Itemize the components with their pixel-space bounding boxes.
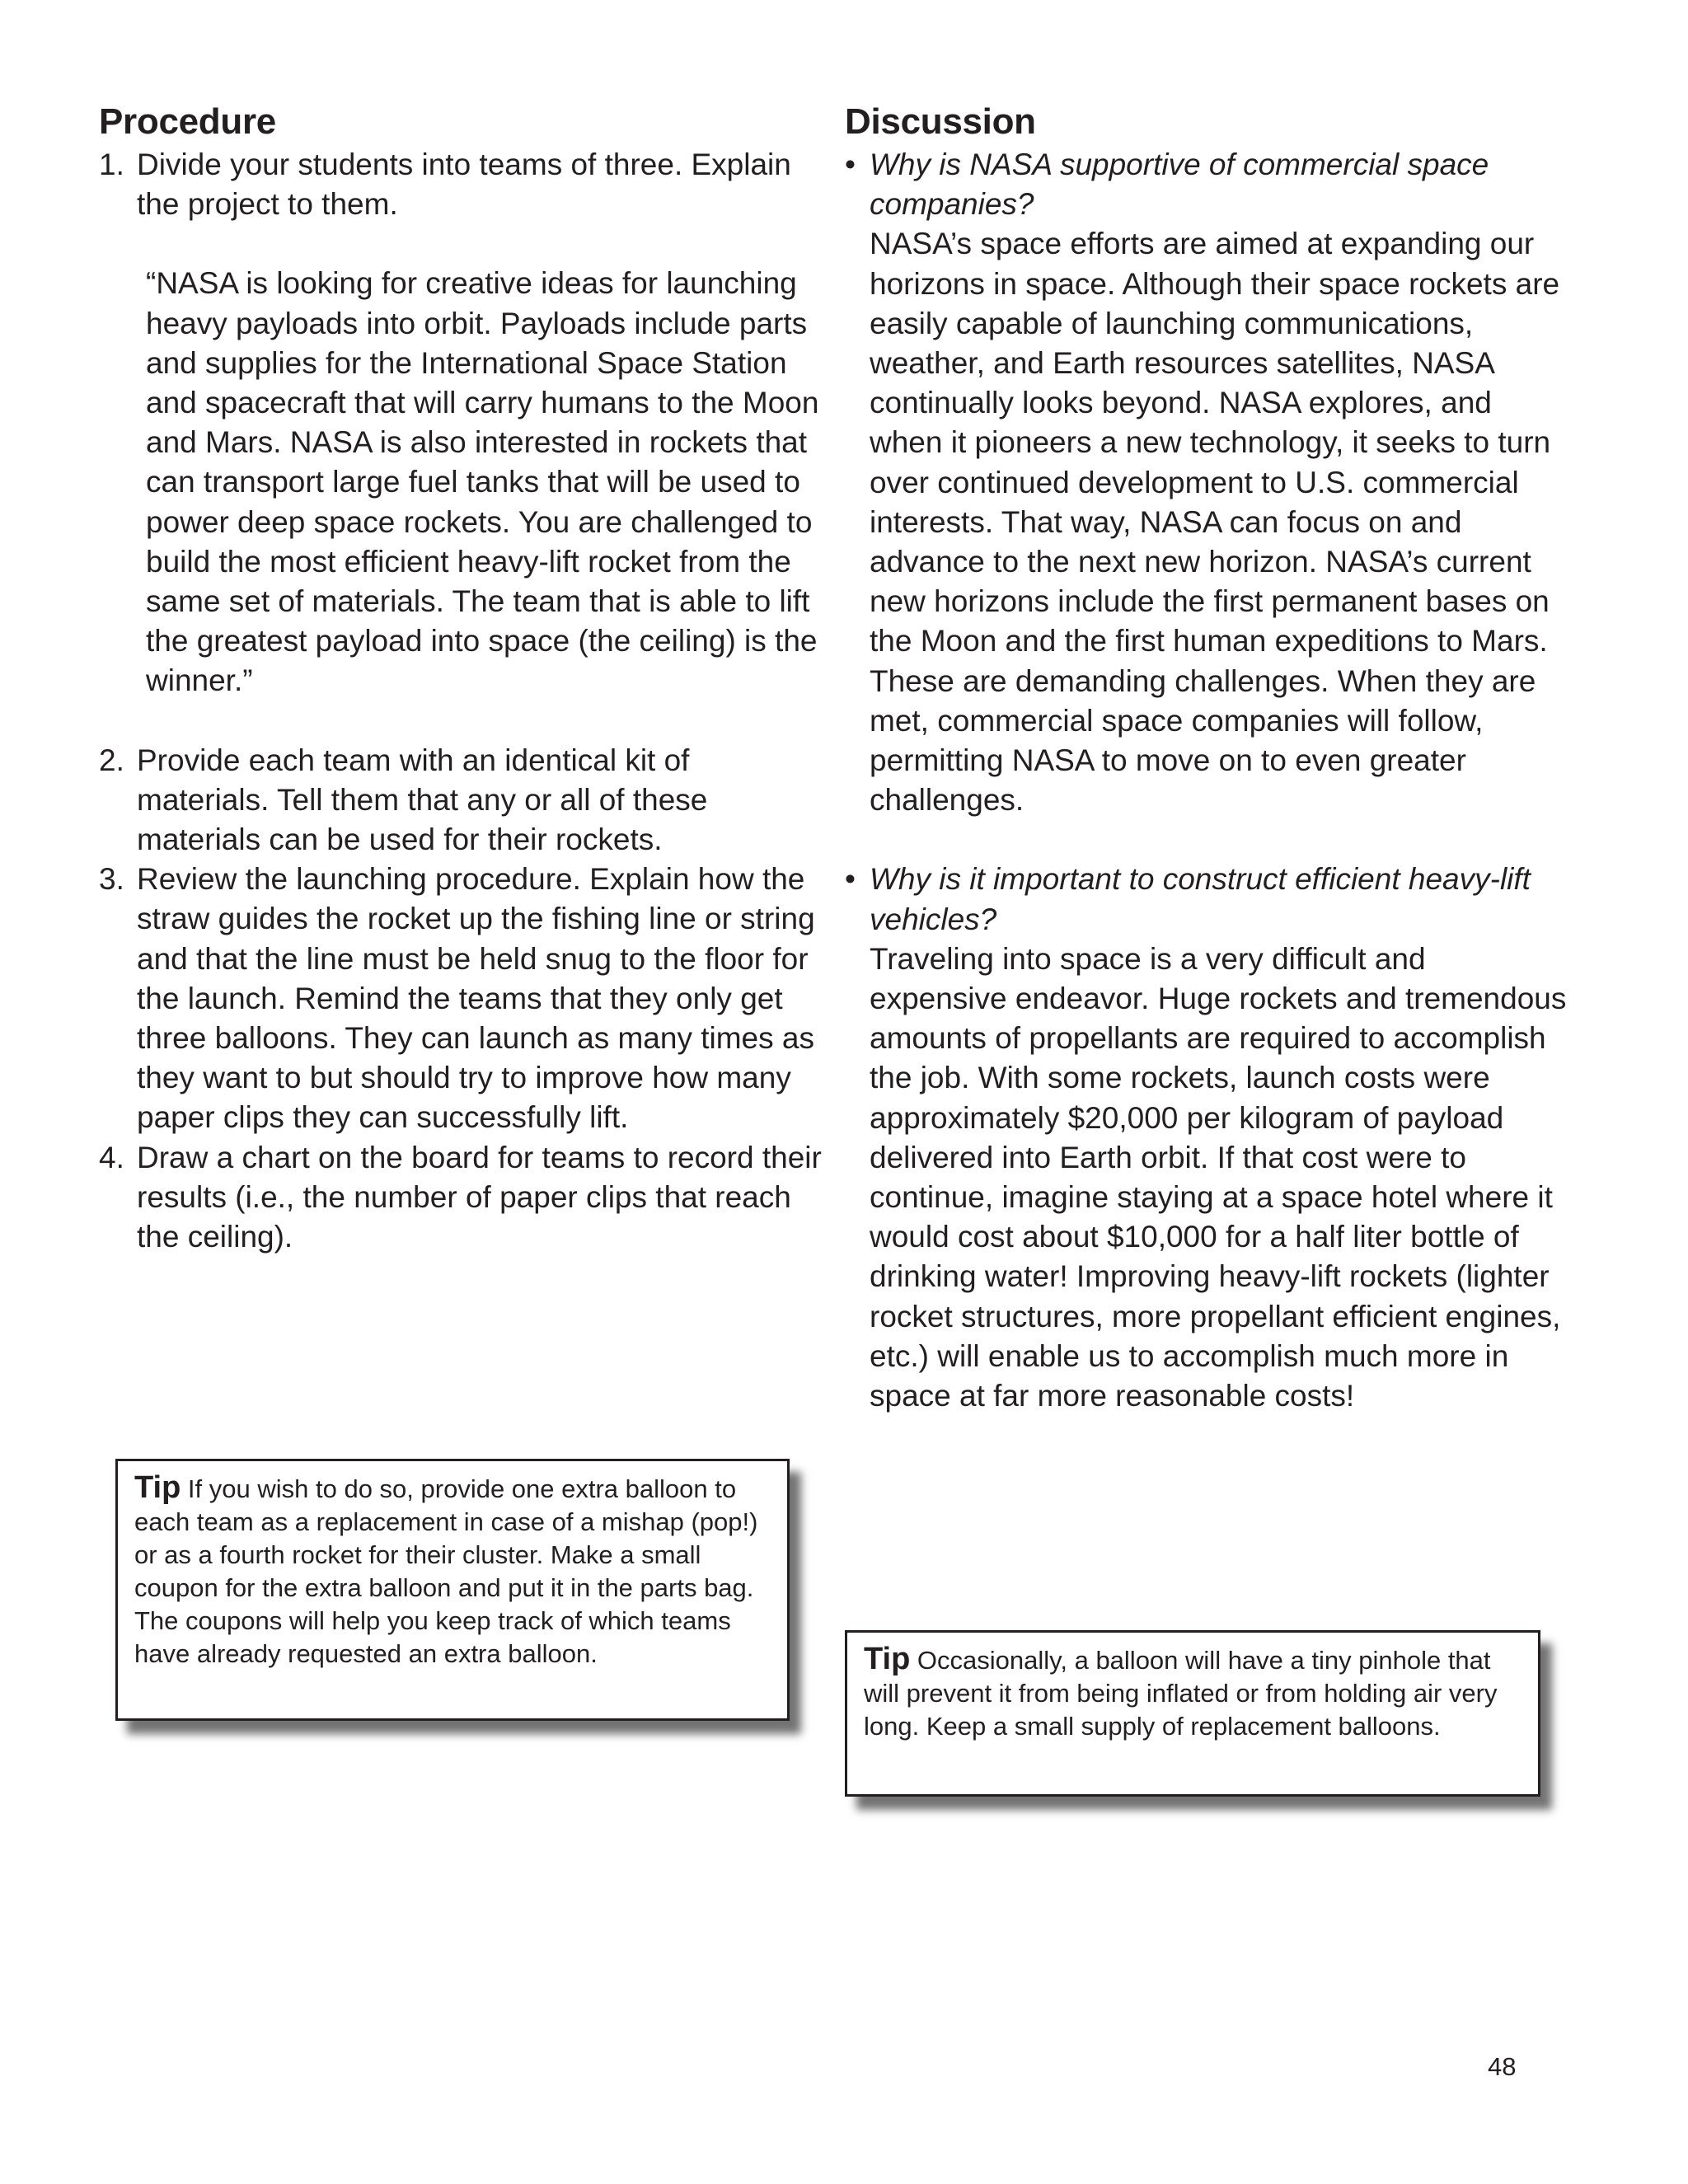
step-number: 4. bbox=[99, 1140, 124, 1174]
project-quote: “NASA is looking for creative ideas for launching heavy payloads into orbit. Payloads include parts and supplies for the International Space Station and spacecraft that will carry humans to the Moon and Mars. NASA is also interested in rockets that can transport large fuel tanks that will be used to power deep space rockets. You are challenged to build the most efficient heavy-lift rocket from the same set of materials. The team that is able to lift the greatest payload into space (the ceiling) is the winner.” bbox=[146, 266, 819, 698]
bullet-icon: • bbox=[845, 862, 856, 897]
tip-box-extra-balloon bbox=[115, 1459, 790, 1721]
discussion-answer: NASA’s space efforts are aimed at expanding our horizons in space. Although their space rockets are easily capable of launching communications, weather, and Earth resources satellites, NASA continually looks beyond. NASA explores, and when it pioneers a new technology, it seeks to turn over continued development to U.S. commercial interests. That way, NASA can focus on and advance to the next new horizon. NASA’s current new horizons include the first permanent bases on the Moon and the first human expeditions to Mars. These are demanding challenges. When they are met, commercial space companies will follow, permitting NASA to move on to even greater challenges. bbox=[870, 227, 1560, 818]
step-text: Divide your students into teams of three. Explain the project to them. bbox=[137, 148, 791, 222]
discussion-heading: Discussion bbox=[845, 101, 1036, 142]
tip-label: Tip bbox=[864, 1642, 911, 1676]
procedure-heading: Procedure bbox=[99, 101, 276, 142]
discussion-item-2 bbox=[845, 860, 1570, 1416]
tip-text: Occasionally, a balloon will have a tiny pinhole that will prevent it from being inflated or from holding air very long. Keep a small supply of replacement balloons. bbox=[864, 1646, 1498, 1741]
procedure-step-2 bbox=[99, 741, 824, 860]
discussion-answer: Traveling into space is a very difficult and expensive endeavor. Huge rockets and tremendous amounts of propellants are required to accomplish the job. With some rockets, launch costs were approximately $20,000 per kilogram of payload delivered into Earth orbit. If that cost were to continue, imagine staying at a space hotel where it would cost about $10,000 for a half liter bottle of drinking water! Improving heavy-lift rockets (lighter rocket structures, more propellant efficient engines, etc.) will enable us to accomplish much more in space at far more reasonable costs! bbox=[870, 941, 1567, 1413]
discussion-question: Why is it important to construct efficient heavy-lift vehicles? bbox=[870, 862, 1531, 936]
tip-label: Tip bbox=[134, 1470, 181, 1505]
discussion-section bbox=[845, 99, 1570, 1416]
step-text: Draw a chart on the board for teams to record their results (i.e., the number of paper clips that reach the ceiling). bbox=[137, 1140, 822, 1254]
step-number: 1. bbox=[99, 148, 124, 181]
bullet-icon: • bbox=[845, 148, 856, 181]
step-text: Provide each team with an identical kit of materials. Tell them that any or all of these materials can be used for their rockets. bbox=[137, 743, 708, 857]
step-number: 3. bbox=[99, 862, 124, 897]
discussion-question: Why is NASA supportive of commercial space companies? bbox=[870, 148, 1489, 222]
tip-box-pinhole bbox=[845, 1630, 1540, 1797]
page-number: 48 bbox=[1488, 2052, 1517, 2081]
procedure-section bbox=[99, 99, 824, 1257]
discussion-item-1 bbox=[845, 145, 1570, 820]
procedure-step-4 bbox=[99, 1138, 824, 1258]
procedure-step-1 bbox=[99, 145, 824, 224]
step-number: 2. bbox=[99, 743, 124, 777]
procedure-step-3 bbox=[99, 860, 824, 1137]
step-text: Review the launching procedure. Explain how the straw guides the rocket up the fishing line or string and that the line must be held snug to the floor for the launch. Remind the teams that they only get three balloons. They can launch as many times as they want to but should try to improve how many paper clips they can successfully lift. bbox=[137, 862, 815, 1135]
tip-text: If you wish to do so, provide one extra balloon to each team as a replacement in case of a mishap (pop!) or as a fourth rocket for their cluster. Make a small coupon for the extra balloon and put it in the parts bag. The coupons will help you keep track of which teams have already requested an extra balloon. bbox=[134, 1474, 758, 1668]
